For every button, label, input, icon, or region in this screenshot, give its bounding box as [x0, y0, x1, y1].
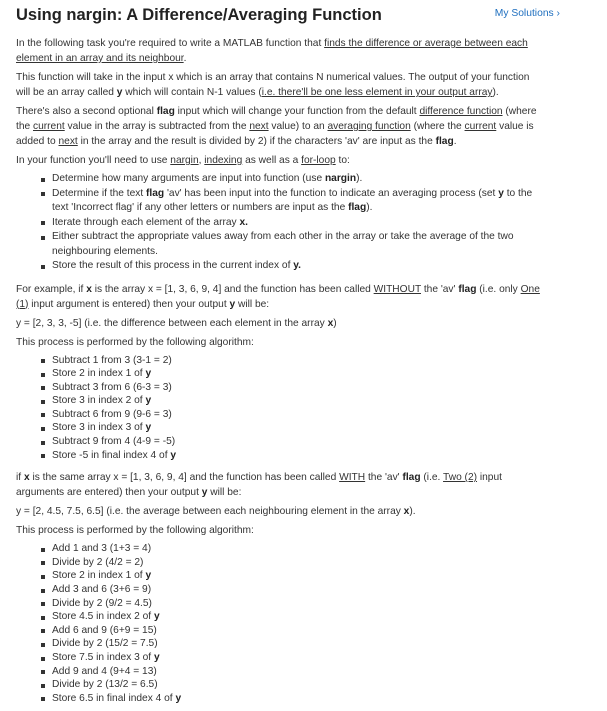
list-item: Subtract 9 from 4 (4-9 = -5) — [52, 435, 546, 449]
example2-algorithm-intro: This process is performed by the following algorithm: — [16, 525, 254, 537]
list-item: Add 9 and 4 (9+4 = 13) — [52, 665, 546, 679]
list-item: Determine how many arguments are input into function (use nargin). — [52, 172, 546, 187]
list-item: Store 6.5 in final index 4 of y — [52, 692, 546, 706]
task-list — [16, 172, 546, 274]
intro-paragraph-3: There's also a second optional flag input which will change your function from the default difference function (where the current value in the array is subtracted from the next value) to an averaging function (where the current value is added to next in the array and the result is divided by 2) if the characters 'av' are input as the flag. — [16, 106, 537, 147]
list-item: Either subtract the appropriate values away from each other in the array or take the average of the two neighbouring elements. — [52, 230, 546, 259]
list-item: Store 7.5 in index 3 of y — [52, 651, 546, 665]
intro-paragraph-1: In the following task you're required to write a MATLAB function that finds the difference or average between each element in an array and its neighbour. — [16, 38, 528, 64]
list-item: Subtract 6 from 9 (9-6 = 3) — [52, 408, 546, 422]
list-item: Store 2 in index 1 of y — [52, 569, 546, 583]
example2-paragraph: if x is the same array x = [1, 3, 6, 9, 4] and the function has been called WITH the 'av' flag (i.e. Two (2) input arguments are entered) then your output y will be: — [16, 472, 502, 499]
example2-steps — [16, 542, 546, 705]
intro-paragraph-2: This function will take in the input x which is an array that contains N numerical values. The output of your function will be an array called y which will contain N-1 values (i.e. there'll be one less element in your output array). — [16, 72, 530, 98]
list-item: Iterate through each element of the array x. — [52, 216, 546, 231]
list-item: Store 3 in index 3 of y — [52, 421, 546, 435]
example1-paragraph: For example, if x is the array x = [1, 3, 6, 9, 4] and the function has been called WITHOUT the 'av' flag (i.e. only One (1) input argument is entered) then your output y will be: — [16, 283, 540, 310]
example1-result: y = [2, 3, 3, -5] (i.e. the difference between each element in the array x) — [16, 317, 337, 329]
list-item: Store 3 in index 2 of y — [52, 394, 546, 408]
example1-steps — [16, 354, 546, 463]
list-item: Subtract 1 from 3 (3-1 = 2) — [52, 354, 546, 368]
example1-algorithm-intro: This process is performed by the following algorithm: — [16, 336, 254, 348]
list-item: Store the result of this process in the current index of y. — [52, 259, 546, 274]
my-solutions-link[interactable]: My Solutions › — [494, 8, 560, 19]
list-item: Store 4.5 in index 2 of y — [52, 610, 546, 624]
list-item: Subtract 3 from 6 (6-3 = 3) — [52, 381, 546, 395]
list-item: Store 2 in index 1 of y — [52, 367, 546, 381]
list-item: Divide by 2 (15/2 = 7.5) — [52, 637, 546, 651]
intro-paragraph-4: In your function you'll need to use nargin, indexing as well as a for-loop to: — [16, 155, 350, 166]
example2-result: y = [2, 4.5, 7.5, 6.5] (i.e. the average between each neighbouring element in the array x). — [16, 506, 416, 518]
list-item: Add 6 and 9 (6+9 = 15) — [52, 624, 546, 638]
list-item: Determine if the text flag 'av' has been input into the function to indicate an averaging process (set y to the text 'Incorrect flag' if any other letters or numbers are input as the flag). — [52, 187, 546, 216]
list-item: Add 1 and 3 (1+3 = 4) — [52, 542, 546, 556]
list-item: Store -5 in final index 4 of y — [52, 449, 546, 463]
list-item: Divide by 2 (4/2 = 2) — [52, 556, 546, 570]
list-item: Divide by 2 (13/2 = 6.5) — [52, 678, 546, 692]
list-item: Add 3 and 6 (3+6 = 9) — [52, 583, 546, 597]
problem-description — [16, 36, 546, 711]
list-item: Divide by 2 (9/2 = 4.5) — [52, 597, 546, 611]
page-title: Using nargin: A Difference/Averaging Function — [16, 6, 382, 24]
